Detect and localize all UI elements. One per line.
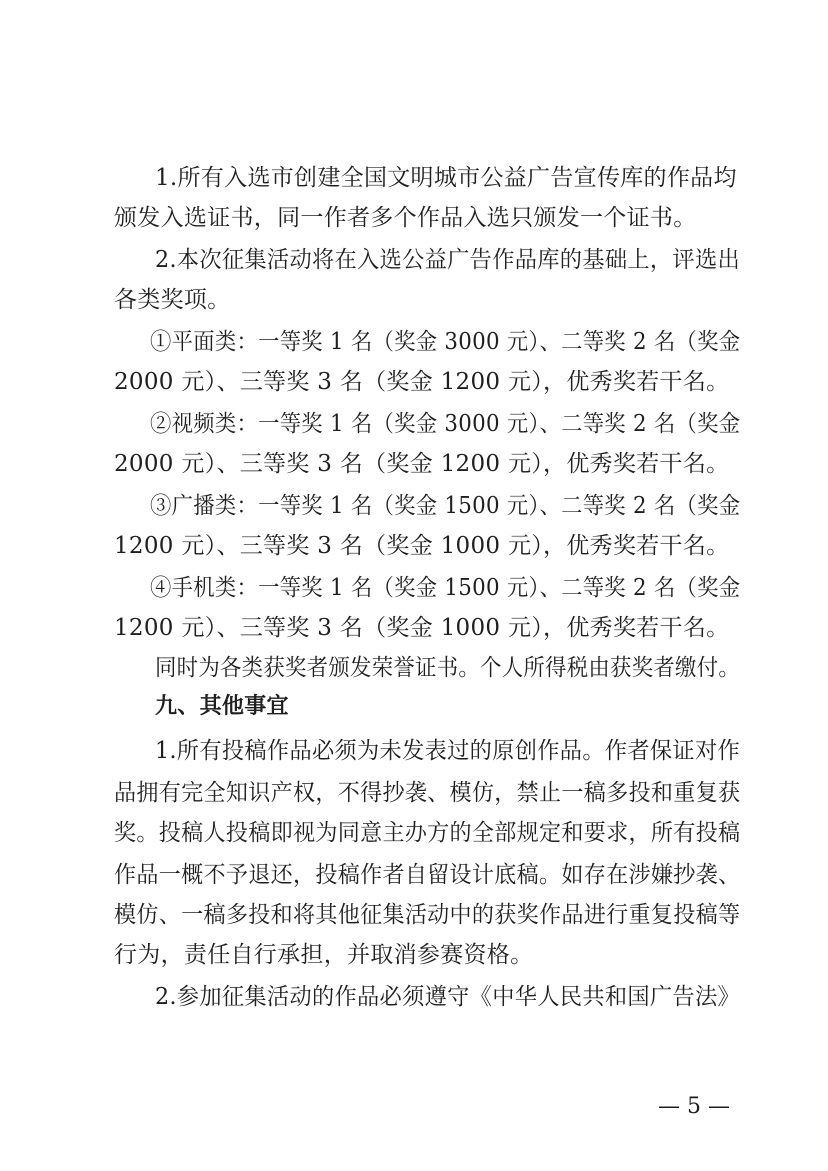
paragraph-line: 2000 元）、三等奖 3 名（奖金 1200 元），优秀奖若干名。 <box>114 369 730 395</box>
section-heading: 九、其他事宜 <box>155 694 289 719</box>
paragraph-line: 颁发入选证书，同一作者多个作品入选只颁发一个证书。 <box>114 205 697 231</box>
paragraph-line: ④手机类：一等奖 1 名（奖金 1500 元）、二等奖 2 名（奖金 <box>150 575 741 601</box>
paragraph-line: 1.所有入选市创建全国文明城市公益广告宣传库的作品均 <box>155 165 737 191</box>
paragraph-line: 各类奖项。 <box>114 287 231 313</box>
paragraph-line: 2000 元）、三等奖 3 名（奖金 1200 元），优秀奖若干名。 <box>114 451 730 477</box>
paragraph-line: 1.所有投稿作品必须为未发表过的原创作品。作者保证对作 <box>155 738 741 764</box>
paragraph-line: 1200 元）、三等奖 3 名（奖金 1000 元），优秀奖若干名。 <box>114 615 730 641</box>
paragraph-line: 2.本次征集活动将在入选公益广告作品库的基础上，评选出 <box>155 247 741 273</box>
page-number: — 5 — <box>658 1094 730 1119</box>
paragraph-line: 奖。投稿人投稿即视为同意主办方的全部规定和要求，所有投稿 <box>114 820 741 846</box>
paragraph-line: 行为，责任自行承担，并取消参赛资格。 <box>114 942 534 968</box>
paragraph-line: 同时为各类获奖者颁发荣誉证书。个人所得税由获奖者缴付。 <box>155 655 741 681</box>
paragraph-line: ②视频类：一等奖 1 名（奖金 3000 元）、二等奖 2 名（奖金 <box>150 411 741 437</box>
paragraph-line: 模仿、一稿多投和将其他征集活动中的获奖作品进行重复投稿等 <box>114 902 741 928</box>
paragraph-line: ①平面类：一等奖 1 名（奖金 3000 元）、二等奖 2 名（奖金 <box>150 329 741 355</box>
paragraph-line: 品拥有完全知识产权，不得抄袭、模仿，禁止一稿多投和重复获 <box>114 780 741 806</box>
paragraph-line: ③广播类：一等奖 1 名（奖金 1500 元）、二等奖 2 名（奖金 <box>150 493 741 519</box>
paragraph-line: 2.参加征集活动的作品必须遵守《中华人民共和国广告法》 <box>155 984 741 1010</box>
paragraph-line: 1200 元）、三等奖 3 名（奖金 1000 元），优秀奖若干名。 <box>114 533 730 559</box>
paragraph-line: 作品一概不予退还，投稿作者自留设计底稿。如存在涉嫌抄袭、 <box>114 862 741 888</box>
